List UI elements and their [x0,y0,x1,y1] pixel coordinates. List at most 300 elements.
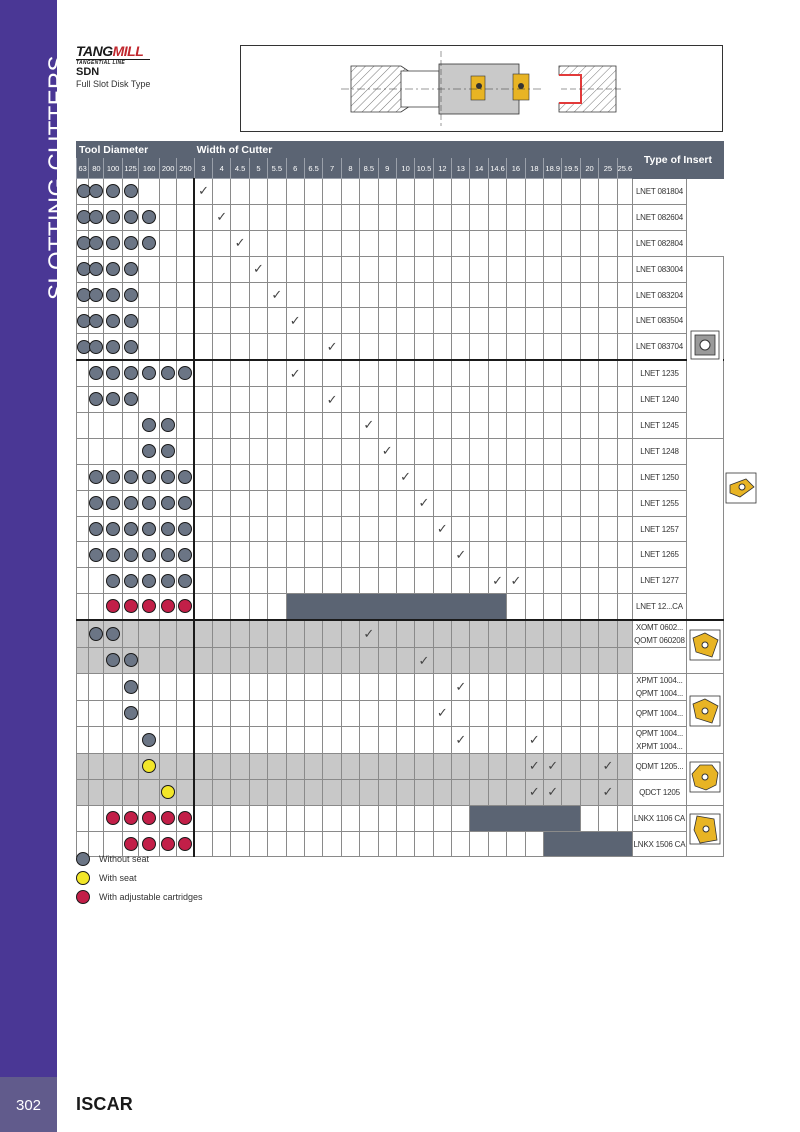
width-cell [304,230,322,256]
legend-item [76,890,276,904]
width-cell [231,701,249,727]
width-cell [415,753,433,779]
diameter-cell [139,464,160,490]
width-cell [213,308,231,334]
width-cell [415,230,433,256]
width-cell [360,542,378,568]
insert-label: LNET 1245 [640,420,679,430]
diameter-cell [122,438,139,464]
width-cell [304,779,322,805]
no-seat-dot [178,496,192,510]
width-cell [378,387,396,413]
page-number: 302 [15,1097,42,1114]
cartridge-dot [142,811,156,825]
check-icon: ✓ [547,784,559,800]
width-cell [433,464,451,490]
insert-label: LNET 083004 [635,264,683,274]
width-cell [213,438,231,464]
width-cell [415,360,433,386]
width-cell [286,726,304,753]
width-cell [562,620,580,648]
width-cell [194,648,212,674]
diameter-cell [139,256,160,282]
check-icon: ✓ [418,495,430,511]
width-cell [396,360,414,386]
width-cell [378,179,396,205]
width-cell [304,674,322,701]
width-cell [488,334,506,360]
diameter-cell [159,674,176,701]
width-cell [194,674,212,701]
no-seat-dot [124,366,138,380]
diameter-cell [177,464,194,490]
width-cell [488,620,506,648]
width-cell [213,726,231,753]
width-cell [378,204,396,230]
width-cell [213,179,231,205]
brand-name: ISCAR [76,1094,134,1114]
width-cell [562,648,580,674]
insert-type-cell [632,726,686,753]
width-cell [194,387,212,413]
width-cell [231,753,249,779]
width-cell [470,308,488,334]
width-cell [360,779,378,805]
diameter-header: 200 [159,158,176,179]
insert-label: LNKX 1106 CA [633,813,686,823]
legend-label: Without seat [99,854,150,864]
width-cell [249,438,267,464]
insert-type-cell [632,753,686,779]
width-cell [580,230,598,256]
width-cell [341,568,359,594]
width-cell [525,753,543,779]
no-seat-dot [106,627,120,641]
width-cell [378,438,396,464]
width-cell [599,516,617,542]
width-cell [470,256,488,282]
width-cell [525,620,543,648]
width-cell [378,413,396,439]
diameter-cell [122,594,139,620]
width-cell [599,674,617,701]
table-row [77,542,724,568]
no-seat-dot [124,210,138,224]
no-seat-dot [178,548,192,562]
diameter-cell [89,204,104,230]
diameter-cell [104,620,122,648]
width-cell [562,594,580,620]
diameter-cell [89,464,104,490]
width-cell [562,516,580,542]
width-range-bar [470,805,580,831]
no-seat-dot [142,444,156,458]
width-cell [452,753,470,779]
cartridge-dot [106,599,120,613]
width-cell [249,490,267,516]
diameter-cell [77,179,89,205]
width-cell [231,726,249,753]
width-cell [580,726,598,753]
diameter-cell [177,230,194,256]
width-cell [452,674,470,701]
width-cell [268,726,286,753]
width-cell [360,620,378,648]
width-cell [433,648,451,674]
width-cell [194,620,212,648]
width-cell [323,701,341,727]
insert-label: LNET 081804 [635,186,683,196]
diameter-cell [122,387,139,413]
width-cell [599,779,617,805]
width-cell [507,620,525,648]
width-cell [304,282,322,308]
width-cell [396,674,414,701]
diameter-cell [139,204,160,230]
legend-label: With adjustable cartridges [99,892,203,902]
no-seat-dot [124,522,138,536]
width-cell [470,282,488,308]
width-cell [231,204,249,230]
diameter-cell [177,753,194,779]
diameter-cell [139,542,160,568]
no-seat-dot [161,366,175,380]
diameter-cell [77,568,89,594]
width-cell [341,831,359,857]
insert-label: LNET 1240 [640,395,679,405]
product-code: SDN [76,66,100,78]
diameter-cell [77,594,89,620]
width-cell [268,490,286,516]
diameter-cell [177,648,194,674]
width-cell [452,413,470,439]
width-cell [507,568,525,594]
insert-label: XPMT 1004... [636,676,683,686]
width-cell [562,753,580,779]
diameter-header: 250 [177,158,194,179]
width-cell [525,438,543,464]
width-cell [360,308,378,334]
width-cell [213,620,231,648]
insert-label: LNET 083204 [635,290,683,300]
insert-label: LNET 1257 [640,524,679,534]
width-header: 4 [213,158,231,179]
no-seat-dot [124,574,138,588]
width-cell [544,282,562,308]
width-cell [580,594,598,620]
diameter-cell [77,516,89,542]
width-cell [341,464,359,490]
width-cell [213,490,231,516]
width-cell [525,282,543,308]
width-cell [452,204,470,230]
diameter-cell [177,701,194,727]
width-cell [194,542,212,568]
insert-type-cell [632,805,686,831]
cartridge-dot [106,811,120,825]
table-row [77,674,724,701]
diameter-cell [177,542,194,568]
diameter-cell [159,282,176,308]
cartridge-dot [178,837,192,851]
width-cell [452,334,470,360]
width-cell [544,594,562,620]
width-cell [213,360,231,386]
width-cell [286,413,304,439]
product-subtitle: Full Slot Disk Type [76,79,151,89]
width-cell [617,282,632,308]
width-cell [507,701,525,727]
width-cell [433,805,451,831]
diameter-cell [177,490,194,516]
width-cell [599,413,617,439]
no-seat-dot [142,418,156,432]
table-row [77,753,724,779]
width-cell [599,204,617,230]
width-cell [452,542,470,568]
width-cell [304,831,322,857]
width-cell [304,753,322,779]
table-row [77,230,724,256]
width-cell [507,334,525,360]
no-seat-dot [161,522,175,536]
width-cell [488,464,506,490]
width-cell [599,282,617,308]
width-cell [525,648,543,674]
legend-dot [76,871,90,885]
check-icon: ✓ [400,469,412,485]
no-seat-dot [89,627,103,641]
no-seat-dot [161,496,175,510]
width-cell [580,464,598,490]
width-cell [562,726,580,753]
width-cell [268,334,286,360]
insert-type-cell [632,308,686,334]
width-cell [488,490,506,516]
diameter-cell [104,542,122,568]
width-cell [433,360,451,386]
no-seat-dot [142,210,156,224]
width-cell [231,360,249,386]
no-seat-dot [124,706,138,720]
width-cell [231,334,249,360]
diameter-cell [122,726,139,753]
width-range-bar [544,831,633,857]
diameter-cell [177,805,194,831]
no-seat-dot [106,288,120,302]
width-cell [194,464,212,490]
width-cell [286,648,304,674]
diameter-cell [122,464,139,490]
width-cell [470,648,488,674]
width-cell [360,674,378,701]
check-icon: ✓ [326,338,338,354]
width-cell [562,490,580,516]
seat-dot [142,759,156,773]
check-icon: ✓ [234,235,246,251]
width-cell [341,256,359,282]
width-cell [415,726,433,753]
no-seat-dot [142,522,156,536]
insert-label: LNET 083704 [635,342,683,352]
width-cell [213,282,231,308]
no-seat-dot [89,210,103,224]
diameter-cell [77,805,89,831]
insert-label: LNKX 1506 CA [633,839,686,849]
width-cell [617,387,632,413]
diameter-header: 100 [104,158,122,179]
diameter-cell [177,594,194,620]
width-cell [415,438,433,464]
width-cell [304,726,322,753]
width-cell [544,701,562,727]
width-cell [249,620,267,648]
diameter-cell [177,413,194,439]
width-cell [544,753,562,779]
diameter-cell [89,282,104,308]
no-seat-dot [106,184,120,198]
width-cell [617,542,632,568]
width-cell [378,464,396,490]
width-cell [360,726,378,753]
width-cell [304,179,322,205]
check-icon: ✓ [547,758,559,774]
table-row [77,334,724,360]
width-cell [452,516,470,542]
width-cell [452,648,470,674]
width-cell [544,179,562,205]
width-cell [396,464,414,490]
no-seat-dot [89,184,103,198]
width-cell [249,568,267,594]
width-cell [525,464,543,490]
diameter-cell [89,516,104,542]
diameter-cell [177,387,194,413]
diameter-cell [77,701,89,727]
width-cell [617,648,632,674]
width-cell [544,674,562,701]
no-seat-dot [124,496,138,510]
section-title: SLOTTING CUTTERS [44,55,71,300]
width-cell [507,179,525,205]
check-icon: ✓ [436,705,448,721]
width-cell [599,753,617,779]
width-cell [470,438,488,464]
width-cell [231,620,249,648]
width-cell [580,753,598,779]
width-cell [544,360,562,386]
insert-label: LNET 1255 [640,498,679,508]
check-icon: ✓ [602,784,614,800]
width-cell [562,282,580,308]
width-cell [323,334,341,360]
width-cell [323,542,341,568]
table-row [77,701,724,727]
no-seat-dot [89,392,103,406]
no-seat-dot [89,314,103,328]
width-header: 14.6 [488,158,506,179]
width-cell [580,413,598,439]
diameter-cell [159,360,176,386]
width-cell [231,490,249,516]
width-cell [507,256,525,282]
width-cell [268,542,286,568]
diameter-cell [89,413,104,439]
width-header: 5 [249,158,267,179]
insert-type-cell [632,701,686,727]
insert-type-cell [632,360,686,386]
width-cell [286,779,304,805]
width-cell [617,413,632,439]
width-cell [323,568,341,594]
width-header: 18 [525,158,543,179]
width-cell [488,256,506,282]
width-cell [433,438,451,464]
width-cell [544,648,562,674]
width-cell [415,282,433,308]
width-cell [341,308,359,334]
insert-type-cell [632,334,686,360]
no-seat-dot [178,470,192,484]
diameter-cell [104,779,122,805]
width-cell [525,360,543,386]
width-cell [194,204,212,230]
diameter-cell [122,334,139,360]
no-seat-dot [124,262,138,276]
width-cell [268,516,286,542]
width-cell [249,516,267,542]
width-header: 20 [580,158,598,179]
diameter-cell [159,701,176,727]
table-row [77,179,724,205]
diameter-cell [89,805,104,831]
no-seat-dot [89,470,103,484]
insert-label: LNET 082804 [635,238,683,248]
width-cell [249,779,267,805]
width-cell [415,620,433,648]
diameter-cell [89,256,104,282]
insert-label: QOMT 060208 [634,636,685,646]
width-cell [323,516,341,542]
logo-subtext: TANGENTIAL LINE [76,59,150,66]
width-cell [488,753,506,779]
width-cell [415,831,433,857]
width-cell [617,594,632,620]
diameter-cell [177,282,194,308]
diameter-cell [77,464,89,490]
diameter-cell [139,674,160,701]
width-cell [286,230,304,256]
no-seat-dot [142,574,156,588]
width-cell [304,542,322,568]
width-cell [268,360,286,386]
diameter-cell [89,753,104,779]
width-cell [415,256,433,282]
width-cell [396,831,414,857]
no-seat-dot [161,470,175,484]
width-cell [525,256,543,282]
width-cell [286,701,304,727]
width-cell [507,648,525,674]
diameter-cell [104,594,122,620]
width-cell [360,204,378,230]
width-cell [525,179,543,205]
width-cell [562,256,580,282]
diameter-cell [159,230,176,256]
width-cell [378,648,396,674]
width-cell [562,308,580,334]
width-cell [544,204,562,230]
